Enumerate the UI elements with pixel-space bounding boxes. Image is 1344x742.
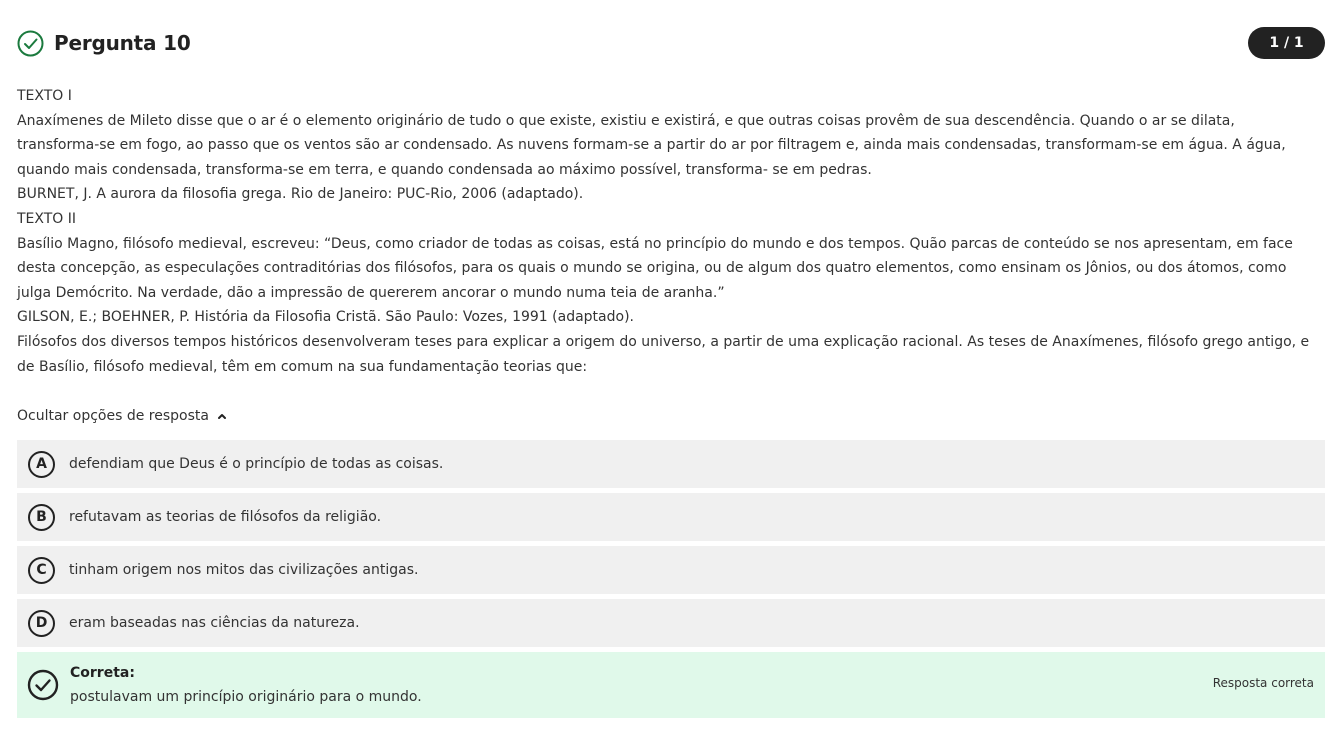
option-text: tinham origem nos mitos das civilizações antigas.: [69, 562, 419, 578]
option-text: eram baseadas nas ciências da natureza.: [69, 615, 360, 631]
answer-option-c[interactable]: [17, 546, 1325, 594]
check-circle-icon: [27, 669, 59, 701]
answer-options-list: [17, 440, 1325, 723]
question-paragraph: GILSON, E.; BOEHNER, P. História da Filosofia Cristã. São Paulo: Vozes, 1991 (adaptado).: [17, 309, 634, 326]
option-text: defendiam que Deus é o princípio de todas as coisas.: [69, 456, 444, 472]
hide-answer-options-toggle[interactable]: [17, 408, 227, 424]
toggle-label: Ocultar opções de resposta: [17, 408, 209, 424]
option-text: postulavam um princípio originário para o mundo.: [70, 689, 422, 705]
option-text: refutavam as teorias de filósofos da religião.: [69, 509, 382, 525]
answer-option-a[interactable]: [17, 440, 1325, 488]
question-paragraph: Anaxímenes de Mileto disse que o ar é o elemento originário de tudo o que existe, existiu e existirá, e que outras coisas provêm de sua descendência. Quando o ar se dilata, transforma-se em fogo, ao passo que os ventos são ar condensado. As nuvens formam-se a partir do ar por filtragem e, ainda mais condensadas, transformam-se em água. A água, quando mais condensada, transforma-se em terra, e quando condensada ao máximo possível, transforma- se em pedras.: [17, 112, 1286, 178]
option-letter-badge: D: [28, 610, 55, 637]
question-counter-badge: 1 / 1: [1248, 27, 1325, 59]
option-letter-badge: A: [28, 451, 55, 478]
correct-label: Correta:: [70, 665, 135, 681]
answer-option-correct[interactable]: [17, 652, 1325, 718]
question-paragraph: BURNET, J. A aurora da filosofia grega. Rio de Janeiro: PUC-Rio, 2006 (adaptado).: [17, 186, 584, 203]
question-paragraph: Filósofos dos diversos tempos históricos desenvolveram teses para explicar a origem do universo, a partir de uma explicação racional. As teses de Anaxímenes, filósofo grego antigo, e de Basílio, filósofo medieval, têm em comum na sua fundamentação teorias que:: [17, 333, 1310, 375]
answer-option-b[interactable]: [17, 493, 1325, 541]
question-header: [17, 27, 1325, 59]
check-circle-icon: [17, 30, 44, 57]
title-group: [17, 30, 191, 57]
page-title: Pergunta 10: [54, 31, 191, 55]
option-letter-badge: C: [28, 557, 55, 584]
answer-option-d[interactable]: [17, 599, 1325, 647]
question-paragraph: TEXTO I: [17, 88, 72, 104]
correct-answer-body: [70, 661, 422, 709]
option-letter-badge: B: [28, 504, 55, 531]
question-paragraph: Basílio Magno, filósofo medieval, escreveu: “Deus, como criador de todas as coisas, está no princípio do mundo e dos tempos. Quão parcas de conteúdo se nos apresentam, em face desta concepção, as especulações contraditórias dos filósofos, para os quais o mundo se origina, ou de algum dos quatro elementos, como ensinam os Jônios, ou dos átomos, como julga Demócrito. Na verdade, dão a impressão de quererem ancorar o mundo numa teia de aranha.”: [17, 235, 1293, 301]
question-paragraph: TEXTO II: [17, 210, 77, 227]
question-statement: [17, 84, 1317, 379]
answer-status-label: Resposta correta: [1212, 676, 1314, 690]
chevron-up-icon: [217, 411, 227, 421]
